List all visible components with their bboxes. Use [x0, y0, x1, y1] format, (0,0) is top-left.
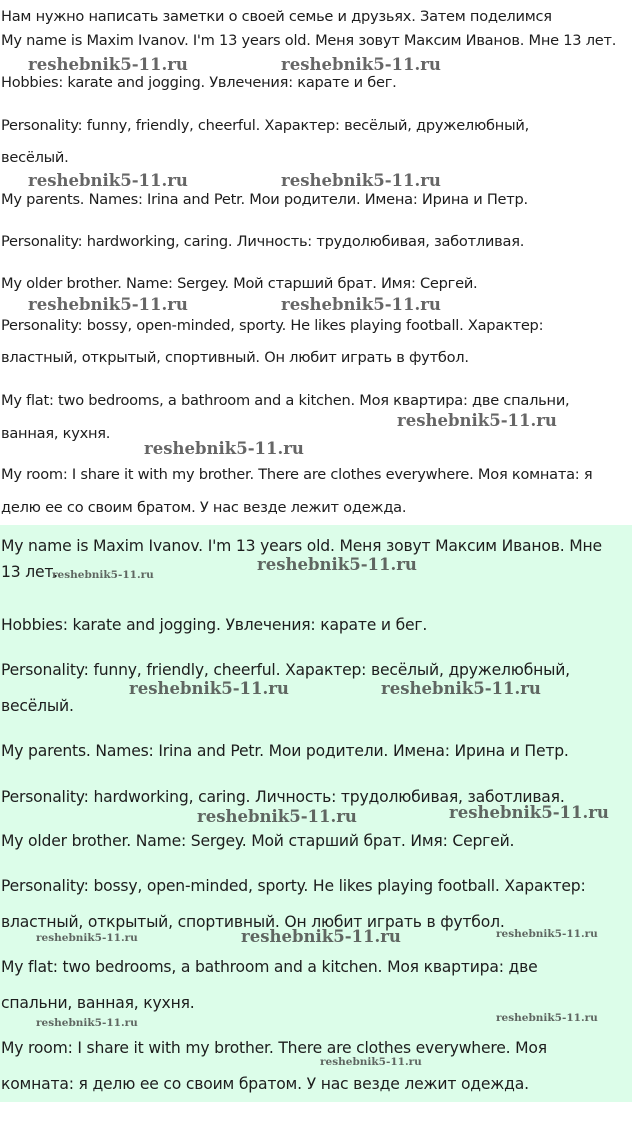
answer-line: My name is Maxim Ivanov. I'm 13 years old. Меня зовут Максим Иванов. Мне — [1, 537, 602, 555]
answer-line: My older brother. Name: Sergey. Мой старший брат. Имя: Сергей. — [1, 832, 515, 850]
task-line: ванная, кухня. — [1, 425, 111, 442]
task-section — [0, 0, 632, 525]
task-line: властный, открытый, спортивный. Он любит играть в футбол. — [1, 349, 469, 366]
task-line: Hobbies: karate and jogging. Увлечения: карате и бег. — [1, 74, 397, 91]
watermark: reshebnik5-11.ru — [496, 1012, 598, 1024]
task-line: My older brother. Name: Sergey. Мой старший брат. Имя: Сергей. — [1, 275, 478, 292]
watermark: reshebnik5-11.ru — [52, 569, 154, 581]
watermark: reshebnik5-11.ru — [320, 1056, 422, 1068]
watermark: reshebnik5-11.ru — [144, 439, 304, 458]
watermark: reshebnik5-11.ru — [28, 55, 188, 74]
answer-line: My parents. Names: Irina and Petr. Мои родители. Имена: Ирина и Петр. — [1, 742, 569, 760]
watermark: reshebnik5-11.ru — [281, 295, 441, 314]
watermark: reshebnik5-11.ru — [257, 555, 417, 574]
watermark: reshebnik5-11.ru — [129, 679, 289, 698]
answer-line: Personality: bossy, open-minded, sporty. He likes playing football. Характер: — [1, 877, 586, 895]
answer-line: My flat: two bedrooms, a bathroom and a kitchen. Моя квартира: две — [1, 958, 538, 976]
answer-line: Personality: hardworking, caring. Личность: трудолюбивая, заботливая. — [1, 788, 565, 806]
task-line: Personality: bossy, open-minded, sporty. He likes playing football. Характер: — [1, 317, 544, 334]
watermark: reshebnik5-11.ru — [241, 927, 401, 946]
task-line: Нам нужно написать заметки о своей семье и друзьях. Затем поделимся — [1, 8, 552, 25]
answer-line: спальни, ванная, кухня. — [1, 994, 195, 1012]
answer-line: 13 лет. — [1, 563, 59, 581]
task-line: делю ее со своим братом. У нас везде лежит одежда. — [1, 499, 407, 516]
watermark: reshebnik5-11.ru — [281, 55, 441, 74]
watermark: reshebnik5-11.ru — [496, 928, 598, 940]
watermark: reshebnik5-11.ru — [36, 932, 138, 944]
watermark: reshebnik5-11.ru — [281, 171, 441, 190]
answer-line: Personality: funny, friendly, cheerful. Характер: весёлый, дружелюбный, — [1, 661, 570, 679]
task-line: Personality: funny, friendly, cheerful. Характер: весёлый, дружелюбный, — [1, 117, 529, 134]
watermark: reshebnik5-11.ru — [381, 679, 541, 698]
task-line: весёлый. — [1, 149, 69, 166]
task-line: My flat: two bedrooms, a bathroom and a kitchen. Моя квартира: две спальни, — [1, 392, 570, 409]
task-line: My room: I share it with my brother. There are clothes everywhere. Моя комната: я — [1, 466, 593, 483]
answer-section — [0, 525, 632, 1102]
answer-line: Hobbies: karate and jogging. Увлечения: карате и бег. — [1, 616, 428, 634]
answer-line: My room: I share it with my brother. There are clothes everywhere. Моя — [1, 1039, 547, 1057]
watermark: reshebnik5-11.ru — [397, 411, 557, 430]
answer-line: комната: я делю ее со своим братом. У нас везде лежит одежда. — [1, 1075, 529, 1093]
task-line: My name is Maxim Ivanov. I'm 13 years old. Меня зовут Максим Иванов. Мне 13 лет. — [1, 32, 617, 49]
watermark: reshebnik5-11.ru — [28, 171, 188, 190]
watermark: reshebnik5-11.ru — [197, 807, 357, 826]
watermark: reshebnik5-11.ru — [449, 803, 609, 822]
task-line: My parents. Names: Irina and Petr. Мои родители. Имена: Ирина и Петр. — [1, 191, 528, 208]
task-line: Personality: hardworking, caring. Личность: трудолюбивая, заботливая. — [1, 233, 525, 250]
answer-line: весёлый. — [1, 697, 74, 715]
watermark: reshebnik5-11.ru — [28, 295, 188, 314]
watermark: reshebnik5-11.ru — [36, 1017, 138, 1029]
answer-line: властный, открытый, спортивный. Он любит играть в футбол. — [1, 913, 505, 931]
